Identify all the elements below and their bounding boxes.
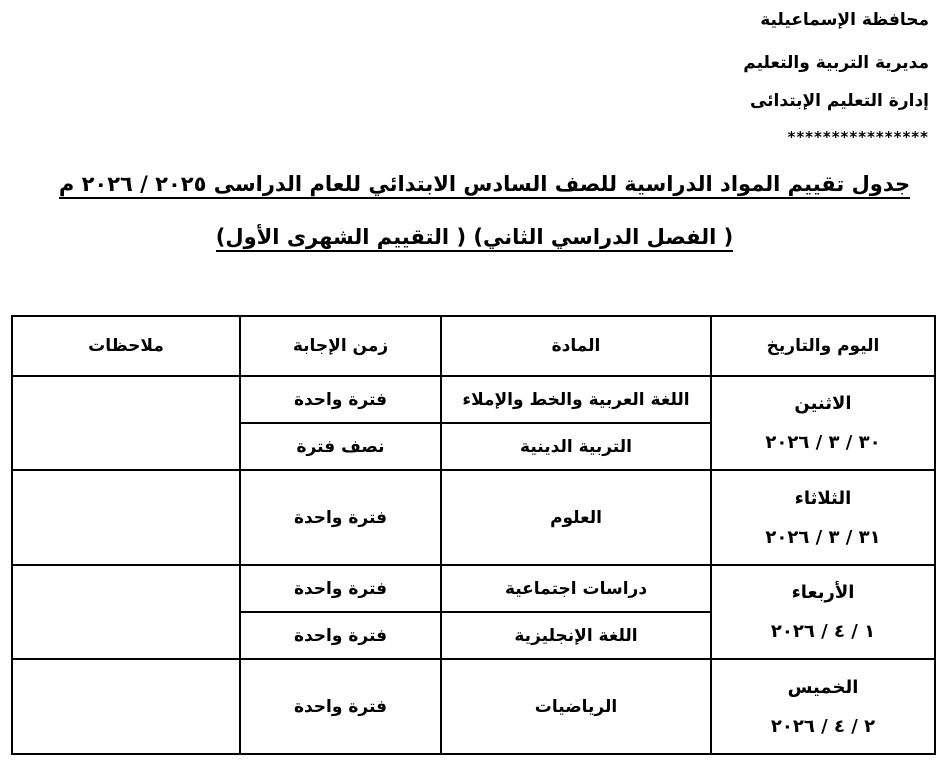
title-line-1-wrapper	[0, 172, 947, 199]
notes-cell	[12, 565, 240, 659]
exam-date: ٣٠ / ٣ / ٢٠٢٦	[765, 432, 881, 453]
table-row	[12, 470, 935, 565]
administration-name: إدارة التعليم الإبتدائى	[749, 91, 929, 111]
exam-date: ١ / ٤ / ٢٠٢٦	[770, 621, 876, 642]
governorate-name: محافظة الإسماعيلية	[760, 10, 929, 30]
table-header-row	[12, 316, 935, 376]
subject-cell: الرياضيات	[441, 659, 711, 754]
duration-cell: فترة واحدة	[240, 659, 441, 754]
notes-cell	[12, 470, 240, 565]
duration-cell: نصف فترة	[240, 423, 441, 470]
header-notes: ملاحظات	[12, 316, 240, 376]
header-duration: زمن الإجابة	[240, 316, 441, 376]
notes-cell	[12, 376, 240, 470]
duration-cell: فترة واحدة	[240, 565, 441, 612]
table-row	[12, 565, 935, 612]
day-name: الاثنين	[794, 393, 852, 414]
exam-schedule-table	[11, 315, 936, 755]
subject-cell: دراسات اجتماعية	[441, 565, 711, 612]
subject-cell: اللغة الإنجليزية	[441, 612, 711, 659]
table-row	[12, 659, 935, 754]
header-subject: المادة	[441, 316, 711, 376]
day-date-cell	[711, 376, 935, 470]
day-date-cell	[711, 470, 935, 565]
exam-date: ٢ / ٤ / ٢٠٢٦	[770, 715, 876, 737]
day-name: الثلاثاء	[794, 487, 852, 509]
separator-stars: ****************	[787, 128, 929, 146]
schedule-subtitle: ( الفصل الدراسي الثاني) ( التقييم الشهرى الأول)	[216, 225, 733, 252]
exam-date: ٣١ / ٣ / ٢٠٢٦	[765, 526, 881, 548]
subject-cell: اللغة العربية والخط والإملاء	[441, 376, 711, 423]
notes-cell	[12, 659, 240, 754]
directorate-name: مديرية التربية والتعليم	[743, 53, 929, 73]
subject-cell: العلوم	[441, 470, 711, 565]
schedule-title: جدول تقييم المواد الدراسية للصف السادس الابتدائي للعام الدراسى ٢٠٢٥ / ٢٠٢٦ م	[59, 172, 910, 199]
title-line-2-wrapper	[0, 225, 947, 252]
header-day-date: اليوم والتاريخ	[711, 316, 935, 376]
duration-cell: فترة واحدة	[240, 612, 441, 659]
subject-cell: التربية الدينية	[441, 423, 711, 470]
day-name: الأربعاء	[791, 582, 855, 603]
table-row	[12, 376, 935, 423]
day-date-cell	[711, 565, 935, 659]
day-name: الخميس	[787, 676, 859, 698]
day-date-cell	[711, 659, 935, 754]
duration-cell: فترة واحدة	[240, 376, 441, 423]
duration-cell: فترة واحدة	[240, 470, 441, 565]
